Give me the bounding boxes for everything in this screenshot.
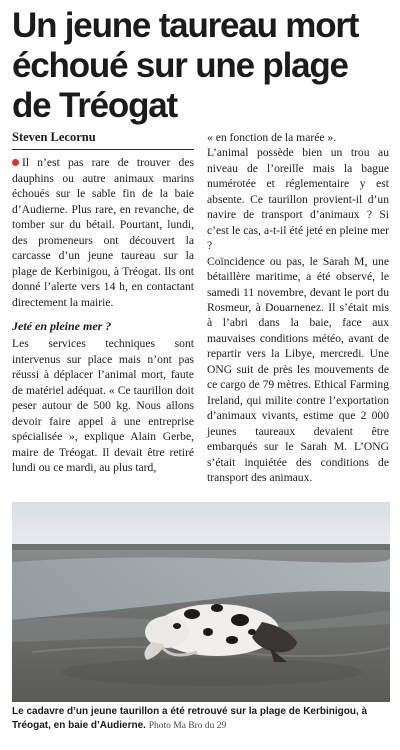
beached-bull-photo <box>12 502 390 702</box>
byline: Steven Lecornu <box>12 130 194 150</box>
red-bullet-icon <box>12 159 19 166</box>
article-photo <box>12 502 390 702</box>
body-paragraph: L’animal possède bien un trou au niveau de l’oreille mais la bague numérotée et réglementaire y est absente. Ce taurillon provient-il d’un navire de transport d’animaux ? Si c’est le cas, a-t-il été jeté en pleine mer ? <box>207 146 389 253</box>
body-paragraph: Il n’est pas rare de trouver des dauphins ou autre animaux marins échoués sur le sable fin de la baie d’Audierne. Plus rare, en revanche, de tomber sur du bétail. Pourtant, lundi, des promeneurs ont découvert la carcasse d’un jeune taureau sur la plage de Kerbinigou, à Tréogat. Ils ont donné l’alerte vers 14 h, en contactant directement la mairie. <box>12 156 194 309</box>
caption-text: Le cadavre d’un jeune taurillon a été retrouvé sur la plage de Kerbinigou, à Tréogat, en baie d’Audierne. <box>12 706 368 731</box>
body-paragraph: Les services techniques sont intervenus sur place mais n’ont pas réussi à déplacer l’animal mort, faute de matériel adéquat. « Ce taurillon doit peser autour de 500 kg. Nous allons devoir faire appel à une entreprise spécialisée », explique Alain Gerbe, maire de Tréogat. Il devait être retiré lundi ou ce mardi, au plus tard, <box>12 337 194 475</box>
left-column <box>12 130 194 476</box>
body-paragraph: Coïncidence ou pas, le Sarah M, une bétaillère maritime, a été observé, le samedi 11 novembre, devant le port du Rosmeur, à Douarnenez. Il s’était mis à l’abri dans la baie, face aux mauvaises conditions météo, avant de repartir vers la Libye, mercredi. Une ONG suit de près les mouvements de ce cargo de 79 mètres. Ethical Farming Ireland, qui milite contre l’exportation d’animaux vivants, estime que 2 000 jeunes taureaux devaient être embarqués sur le Sarah M. L’ONG s’était inquiétée des conditions de transport des animaux. <box>207 254 389 484</box>
article-headline: Un jeune taureau mort échoué sur une plage de Tréogat <box>12 6 359 125</box>
right-column <box>207 130 389 485</box>
subheading: Jeté en pleine mer ? <box>12 318 112 333</box>
article-body <box>12 130 392 502</box>
body-paragraph: « en fonction de la marée ». <box>207 131 337 144</box>
photo-caption <box>12 705 390 733</box>
photo-credit: Photo Ma Bro du 29 <box>148 720 227 731</box>
